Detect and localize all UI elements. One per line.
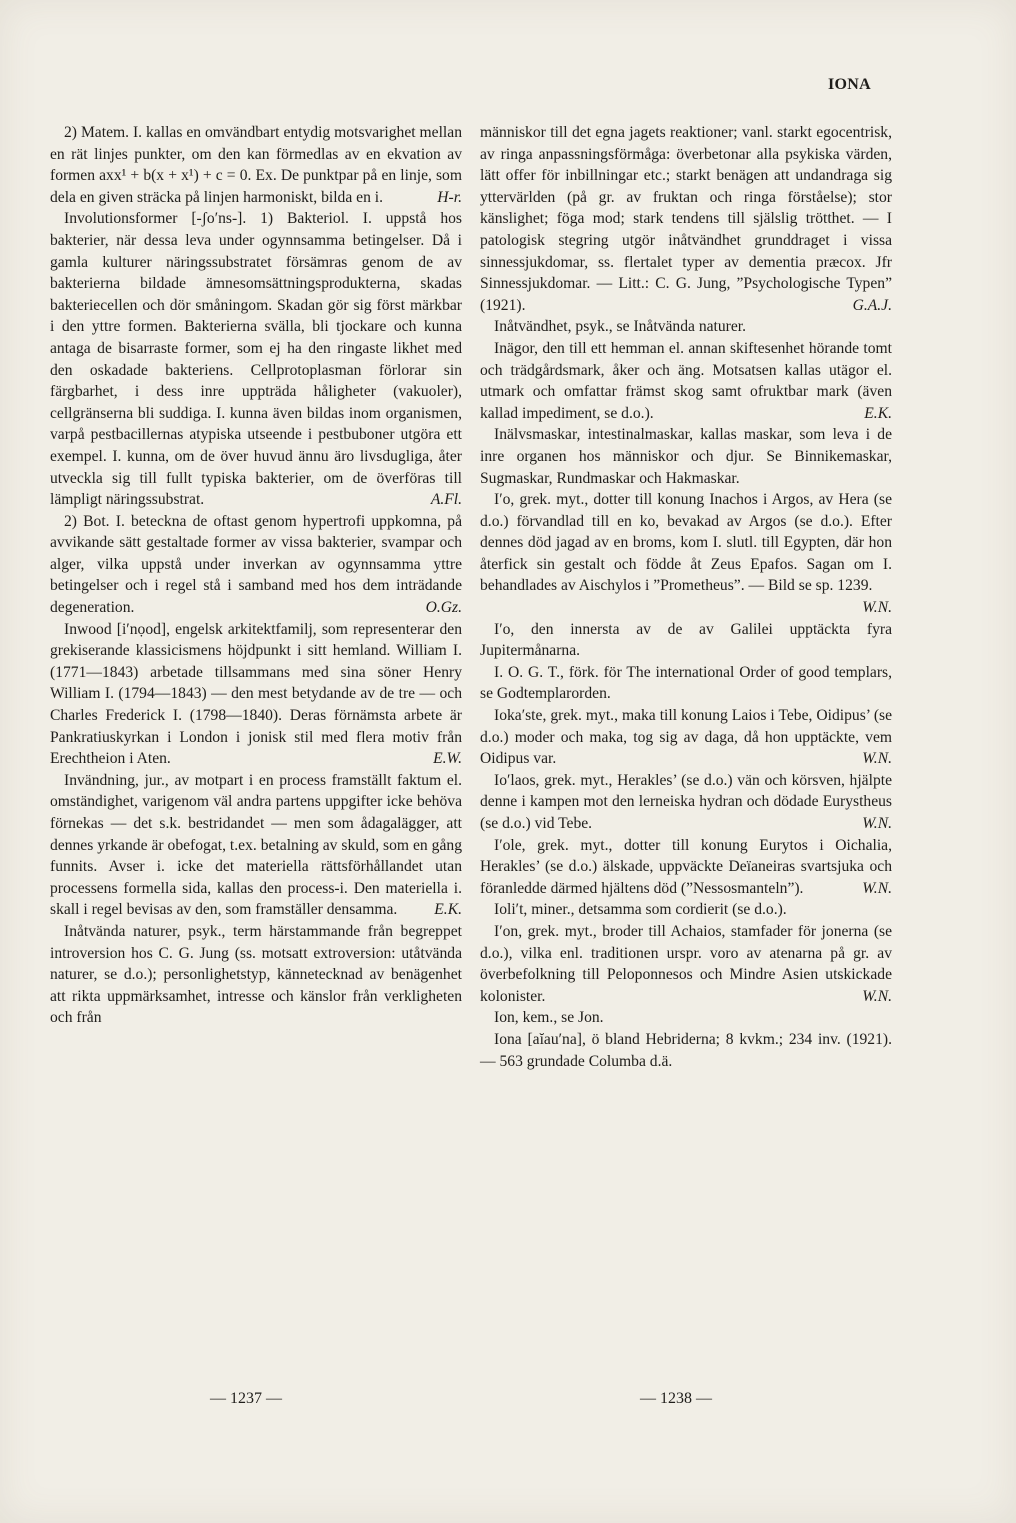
entry-inalvsmaskar <box>480 424 892 489</box>
left-column <box>50 122 462 1029</box>
entry-involutionsformer <box>50 208 462 510</box>
entry-inatvanda <box>50 921 462 1029</box>
entry-text: Ioli′t, miner., detsamma som cordierit (se d.o.). <box>494 901 787 919</box>
entry-text: Inåtvändhet, psyk., se Inåtvända naturer. <box>494 318 747 336</box>
author-signature: E.W. <box>433 750 462 768</box>
entry-ion-kem <box>480 1007 892 1029</box>
page-number-right: — 1238 — <box>640 1390 712 1407</box>
entry-bot <box>50 511 462 619</box>
entry-text: I′on, grek. myt., broder till Achaios, stamfader för jonerna (se d.o.), vilka enl. traditionen urspr. voro av atenarna på gr. av överbefolkning till Peloponnesos och Mindre Asien utskickade kolonister. <box>480 922 892 1005</box>
entry-text: Inåtvända naturer, psyk., term härstammande från begreppet introversion hos C. G. Jung (ss. motsatt extroversion: utåtvända naturer, se d.o.); personlighetstyp, kännetecknad av benägenhet att rikta uppmärksamhet, intresse och känslor från verkligheten och från <box>50 922 462 1027</box>
author-signature: H-r. <box>437 188 462 206</box>
entry-text: Io′laos, grek. myt., Herakles’ (se d.o.) vän och körsven, hjälpte denne i kampen mot den lerneiska hydran och dödade Eurystheus (se d.o.) vid Tebe. <box>480 771 892 832</box>
entry-inagor <box>480 338 892 424</box>
entry-inatvanda-cont <box>480 122 892 316</box>
entry-text: Ioka′ste, grek. myt., maka till konung Laios i Tebe, Oidipus’ (se d.o.) moder och maka, tog sig av daga, då hon upptäckte, vem Oidipus var. <box>480 707 892 768</box>
entry-text: människor till det egna jagets reaktioner; vanl. starkt egocentrisk, av ringa anpassningsförmåga: överbetonar alla psykiska värden, lätt offer för inbillningar etc.; starkt benägen att undandraga sig yttervärlden (på gr. av fruktan och ringa förståelse); stor känslighet; föga mod; stark tendens till själslig trötthet. — I patologisk stegring utgör inåtvändhet grunddraget i vissa sinnessjukdomar, ss. flertalet typer av dementia præcox. Jfr Sinnessjukdomar. — Litt.: C. G. Jung, ”Psychologische Typen” (1921). <box>480 124 892 314</box>
entry-matem <box>50 122 462 208</box>
entry-io-1 <box>480 489 892 619</box>
entry-iogt <box>480 662 892 705</box>
running-head: IONA <box>828 76 871 93</box>
entry-inatvandhet <box>480 316 892 338</box>
author-signature: W.N. <box>862 987 892 1005</box>
right-column <box>480 122 892 1072</box>
entry-text: Involutionsformer [-ʃo′ns-]. 1) Bakteriol. I. uppstå hos bakterier, när dessa leva under ogynnsamma betingelser. Då i gamla kulturer näringssubstratet försämras genom de av bakterierna bildade ämnesomsättningsprodukterna, skadas bakteriecellen och dör småningom. Skadan gör sig först märkbar i den yttre formen. Bakterierna svälla, bli tjockare och kunna antaga de bisarraste former, som ej ha den ringaste likhet med den oskadade bakteriens. Cellprotoplasman förlorar sin färgbarhet, i dess inre uppträda håligheter (vakuoler), cellgränserna bli suddiga. I. kunna även bildas inom organismen, varpå pestbacillernas atypiska utseende i pestbuboner utgöra ett exempel. I. kunna, om de över huvud ännu äro livsdugliga, åter utveckla sig till fullt typiska bakterier, om de överföras till lämpligt näringssubstrat. <box>50 210 462 509</box>
entry-text: Iona [aĭau′na], ö bland Hebriderna; 8 kvkm.; 234 inv. (1921). — 563 grundade Columba d.ä. <box>480 1030 892 1070</box>
entry-iolaos <box>480 770 892 835</box>
entry-io-2 <box>480 619 892 662</box>
author-signature: W.N. <box>862 815 892 832</box>
entry-iolit <box>480 899 892 921</box>
entry-iona <box>480 1029 892 1072</box>
entry-text: I′o, grek. myt., dotter till konung Inachos i Argos, av Hera (se d.o.) förvandlad till en ko, bevakad av Argos (se d.o.). Efter dennes död jagad av en broms, kom I. slutl. till Egypten, där hon återfick sin gestalt och födde åt Zeus Epafos. Sagan om I. behandlades av Aischylos i ”Prometheus”. — Bild se sp. 1239. <box>480 491 892 595</box>
entry-iole <box>480 835 892 900</box>
author-signature: W.N. <box>862 879 892 897</box>
entry-text: I. O. G. T., förk. för The international Order of good templars, se Godtemplarorden. <box>480 663 892 703</box>
author-signature: A.Fl. <box>430 491 462 509</box>
author-signature: O.Gz. <box>425 599 462 617</box>
entry-invandning <box>50 770 462 921</box>
entry-text: Inwood [i′nọod], engelsk arkitektfamilj, som representerar den grekiserande klassicismens höjdpunkt i sitt hemland. William I. (1771—1843) arbetade tillsammans med sina söner Henry William I. (1794—1843) — den mest betydande av de tre — och Charles Frederick I. (1798—1840). Deras förnämsta arbete är Pankratiuskyrkan i London i jonisk stil med flera motiv från Erechtheion i Aten. <box>50 620 462 768</box>
entry-text: Inägor, den till ett hemman el. annan skiftesenhet hörande tomt och trädgårdsmark, åker och äng. Motsatsen kallas utägor el. utmark och omfattar främst skog samt ofruktbar mark (även kallad impediment, se d.o.). <box>480 339 892 422</box>
entry-text: 2) Bot. I. beteckna de oftast genom hypertrofi uppkomna, på avvikande sätt gestaltade former av vissa bakterier, svampar och alger, vilka uppstå under inverkan av ogynnsamma yttre betingelser och i regel stå i samband med hos dem inträdande degeneration. <box>50 512 462 617</box>
author-signature: W.N. <box>862 599 892 617</box>
entry-ion-myt <box>480 921 892 1007</box>
author-signature: E.K. <box>434 901 462 919</box>
author-signature: W.N. <box>862 750 892 768</box>
entry-inwood <box>50 619 462 770</box>
entry-text: Invändning, jur., av motpart i en process framställt faktum el. omständighet, varigenom väl andra partens uppgifter icke behöva förnekas — det s.k. bestridandet — men som ådagalägger, att dennes yrkande är obefogat, t.ex. betalning av skuld, som en gång funnits. Avser i. icke det materiella rättsförhållandet utan processens formella sida, kallas den process-i. Den materiella i. skall i regel bevisas av den, som framställer densamma. <box>50 771 462 919</box>
author-signature: E.K. <box>864 404 892 422</box>
entry-text: Ion, kem., se Jon. <box>494 1009 604 1027</box>
entry-text: 2) Matem. I. kallas en omvändbart entydig motsvarighet mellan en rät linjes punkter, om den kan förmedlas av en ekvation av formen axx¹ + b(x + x¹) + c = 0. Ex. De punktpar på en linje, som dela en given sträcka på linjen harmoniskt, bilda en i. <box>50 124 462 206</box>
entry-iokaste <box>480 705 892 770</box>
author-signature: G.A.J. <box>852 296 892 314</box>
entry-text: Inälvsmaskar, intestinalmaskar, kallas maskar, som leva i de inre organen hos människor och djur. Se Binnikemaskar, Sugmaskar, Rundmaskar och Hakmaskar. <box>480 426 892 487</box>
page-number-left: — 1237 — <box>210 1390 282 1407</box>
entry-text: I′o, den innersta av de av Galilei upptäckta fyra Jupitermånarna. <box>480 620 892 660</box>
entry-text: I′ole, grek. myt., dotter till konung Eurytos i Oichalia, Herakles’ (se d.o.) älskade, uppväckte Deïaneiras svartsjuka och föranledde därmed hjältens död (”Nessosmanteln”). <box>480 836 892 897</box>
